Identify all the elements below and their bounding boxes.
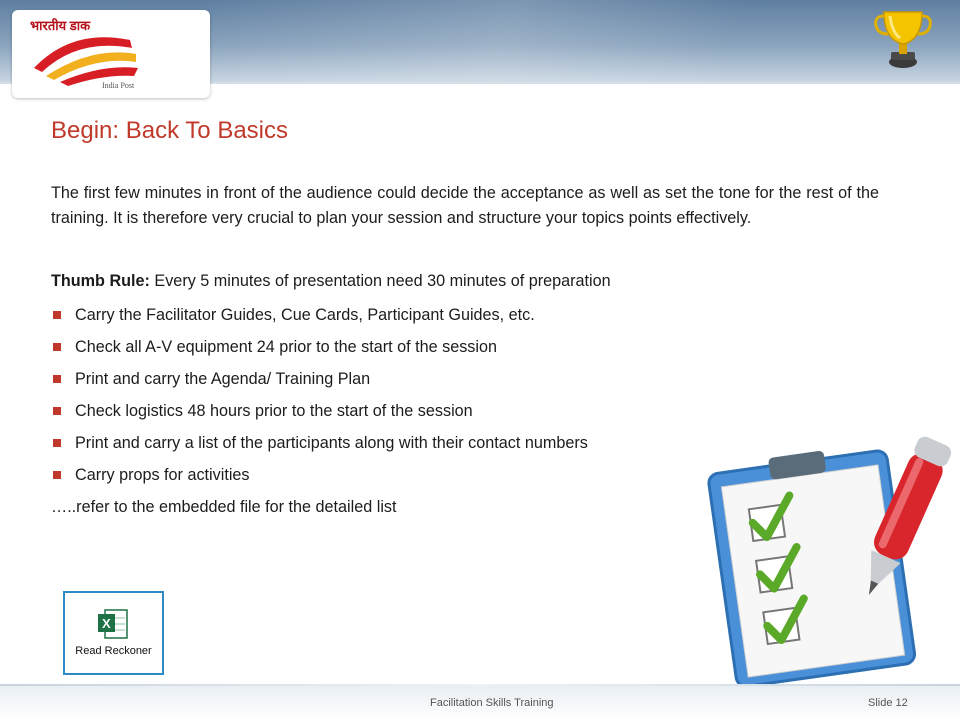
list-item: Print and carry the Agenda/ Training Plan xyxy=(51,368,588,400)
bullet-square-icon xyxy=(53,407,61,415)
bullet-square-icon xyxy=(53,375,61,383)
refer-note: …..refer to the embedded file for the detailed list xyxy=(51,498,397,516)
logo-subtitle: India Post xyxy=(102,81,135,90)
bullet-square-icon xyxy=(53,311,61,319)
india-post-logo xyxy=(12,10,210,98)
list-item: Carry props for activities xyxy=(51,464,588,496)
thumb-rule xyxy=(51,272,611,291)
slide-number: Slide 12 xyxy=(868,697,908,709)
embedded-file-read-reckoner[interactable] xyxy=(63,591,164,675)
bullet-square-icon xyxy=(53,439,61,447)
list-item: Print and carry a list of the participants along with their contact numbers xyxy=(51,432,588,464)
thumb-rule-text: Every 5 minutes of presentation need 30 minutes of preparation xyxy=(149,272,611,290)
trophy-icon xyxy=(872,6,934,70)
slide-title: Begin: Back To Basics xyxy=(51,117,289,144)
list-item: Carry the Facilitator Guides, Cue Cards, Participant Guides, etc. xyxy=(51,304,588,336)
list-item: Check logistics 48 hours prior to the start of the session xyxy=(51,400,588,432)
bullet-square-icon xyxy=(53,343,61,351)
svg-text:X: X xyxy=(102,616,111,631)
embedded-file-label: Read Reckoner xyxy=(75,645,152,657)
list-item: Check all A-V equipment 24 prior to the start of the session xyxy=(51,336,588,368)
footer-title: Facilitation Skills Training xyxy=(430,697,554,709)
intro-paragraph: The first few minutes in front of the audience could decide the acceptance as well as set the tone for the rest of the training. It is therefore very crucial to plan your session and structure your topics points effectively. xyxy=(51,184,879,227)
bullet-square-icon xyxy=(53,471,61,479)
checklist xyxy=(51,304,588,496)
thumb-rule-label: Thumb Rule: xyxy=(51,272,150,290)
excel-icon xyxy=(97,608,129,640)
clipboard-checklist-icon xyxy=(700,430,955,685)
logo-hindi-text: भारतीय डाक xyxy=(30,18,91,33)
